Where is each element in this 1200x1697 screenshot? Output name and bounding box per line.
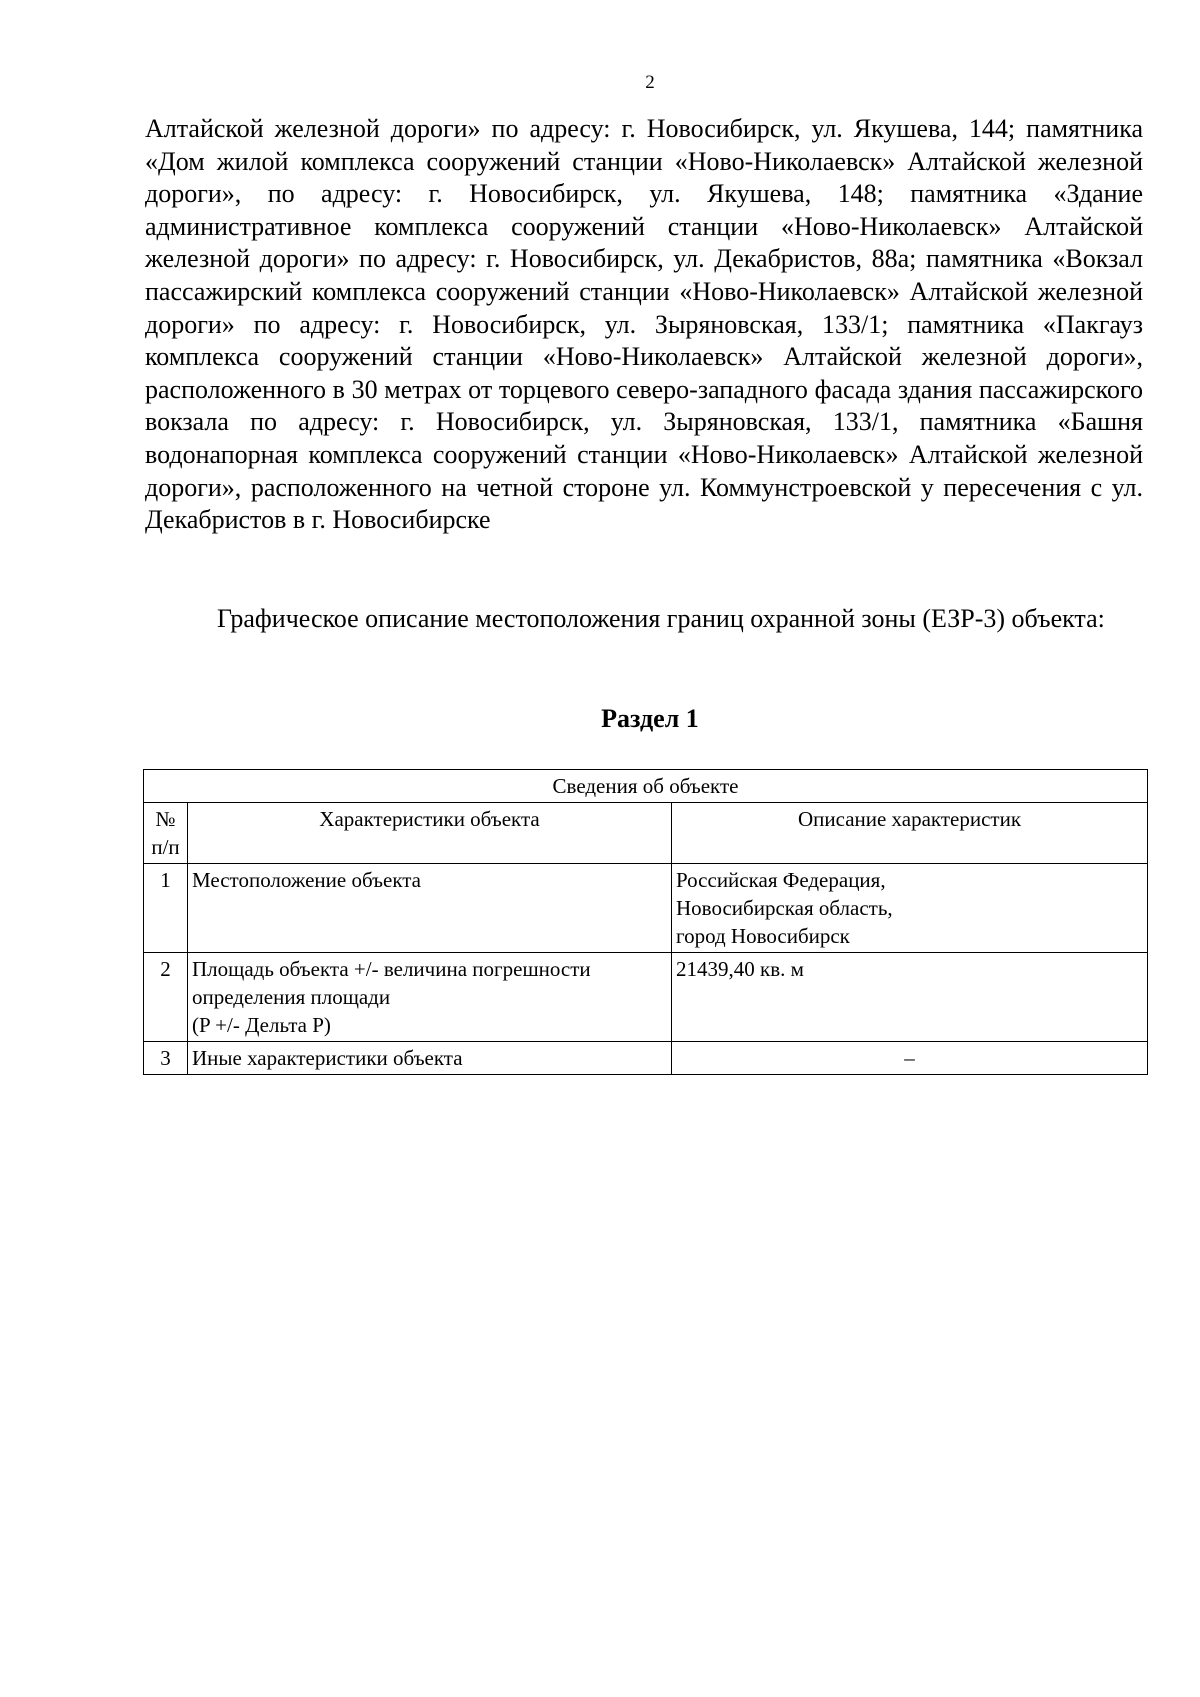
row-description [672,864,1148,953]
section-title: Раздел 1 [601,704,699,733]
table-caption-row [144,770,1148,803]
row-description [672,1042,1148,1075]
header-characteristic: Характеристики объекта [188,803,672,864]
description-line: – [904,1046,915,1070]
description-line: Российская Федерация, [676,868,886,892]
object-info-table [143,769,1148,1075]
description-line: город Новосибирск [676,924,850,948]
characteristic-line: Площадь объекта +/- величина погрешности [192,957,591,981]
characteristic-line: (P +/- Дельта P) [192,1013,331,1037]
table-row [144,953,1148,1042]
header-number-label: № п/п [151,807,180,859]
description-line: 21439,40 кв. м [676,957,804,981]
row-number: 3 [144,1042,188,1075]
row-description [672,953,1148,1042]
row-number: 1 [144,864,188,953]
graphic-description-paragraph: Графическое описание местоположения границ охранной зоны (ЕЗР-3) объекта: [217,604,1105,633]
table-body [144,864,1148,1075]
row-characteristic [188,953,672,1042]
table-header-row [144,803,1148,864]
row-characteristic [188,864,672,953]
table-row [144,864,1148,953]
header-description: Описание характеристик [672,803,1148,864]
description-line: Новосибирская область, [676,896,893,920]
row-characteristic [188,1042,672,1075]
row-number: 2 [144,953,188,1042]
page-number: 2 [645,72,655,93]
table-caption: Сведения об объекте [144,770,1148,803]
table-row [144,1042,1148,1075]
characteristic-line: Иные характеристики объекта [192,1046,463,1070]
header-number [144,803,188,864]
intro-paragraph: Алтайской железной дороги» по адресу: г. Новосибирск, ул. Якушева, 144; памятника «Дом жилой комплекса сооружений станции «Ново-Николаевск» Алтайской железной дороги», по адресу: г. Новосибирск, ул. Якушева, 148; памятника «Здание административное комплекса сооружений станции «Ново-Николаевск» Алтайской железной дороги» по адресу: г. Новосибирск, ул. Декабристов, 88а; памятника «Вокзал пассажирский комплекса сооружений станции «Ново-Николаевск» Алтайской железной дороги» по адресу: г. Новосибирск, ул. Зыряновская, 133/1; памятника «Пакгауз комплекса сооружений станции «Ново-Николаевск» Алтайской железной дороги», расположенного в 30 метрах от торцевого северо-западного фасада здания пассажирского вокзала по адресу: г. Новосибирск, ул. Зыряновская, 133/1, памятника «Башня водонапорная комплекса сооружений станции «Ново-Николаевск» Алтайской железной дороги», расположенного на четной стороне ул. Коммунстроевской у пересечения с ул. Декабристов в г. Новосибирске [145,114,1143,535]
characteristic-line: Местоположение объекта [192,868,422,892]
characteristic-line: определения площади [192,985,391,1009]
